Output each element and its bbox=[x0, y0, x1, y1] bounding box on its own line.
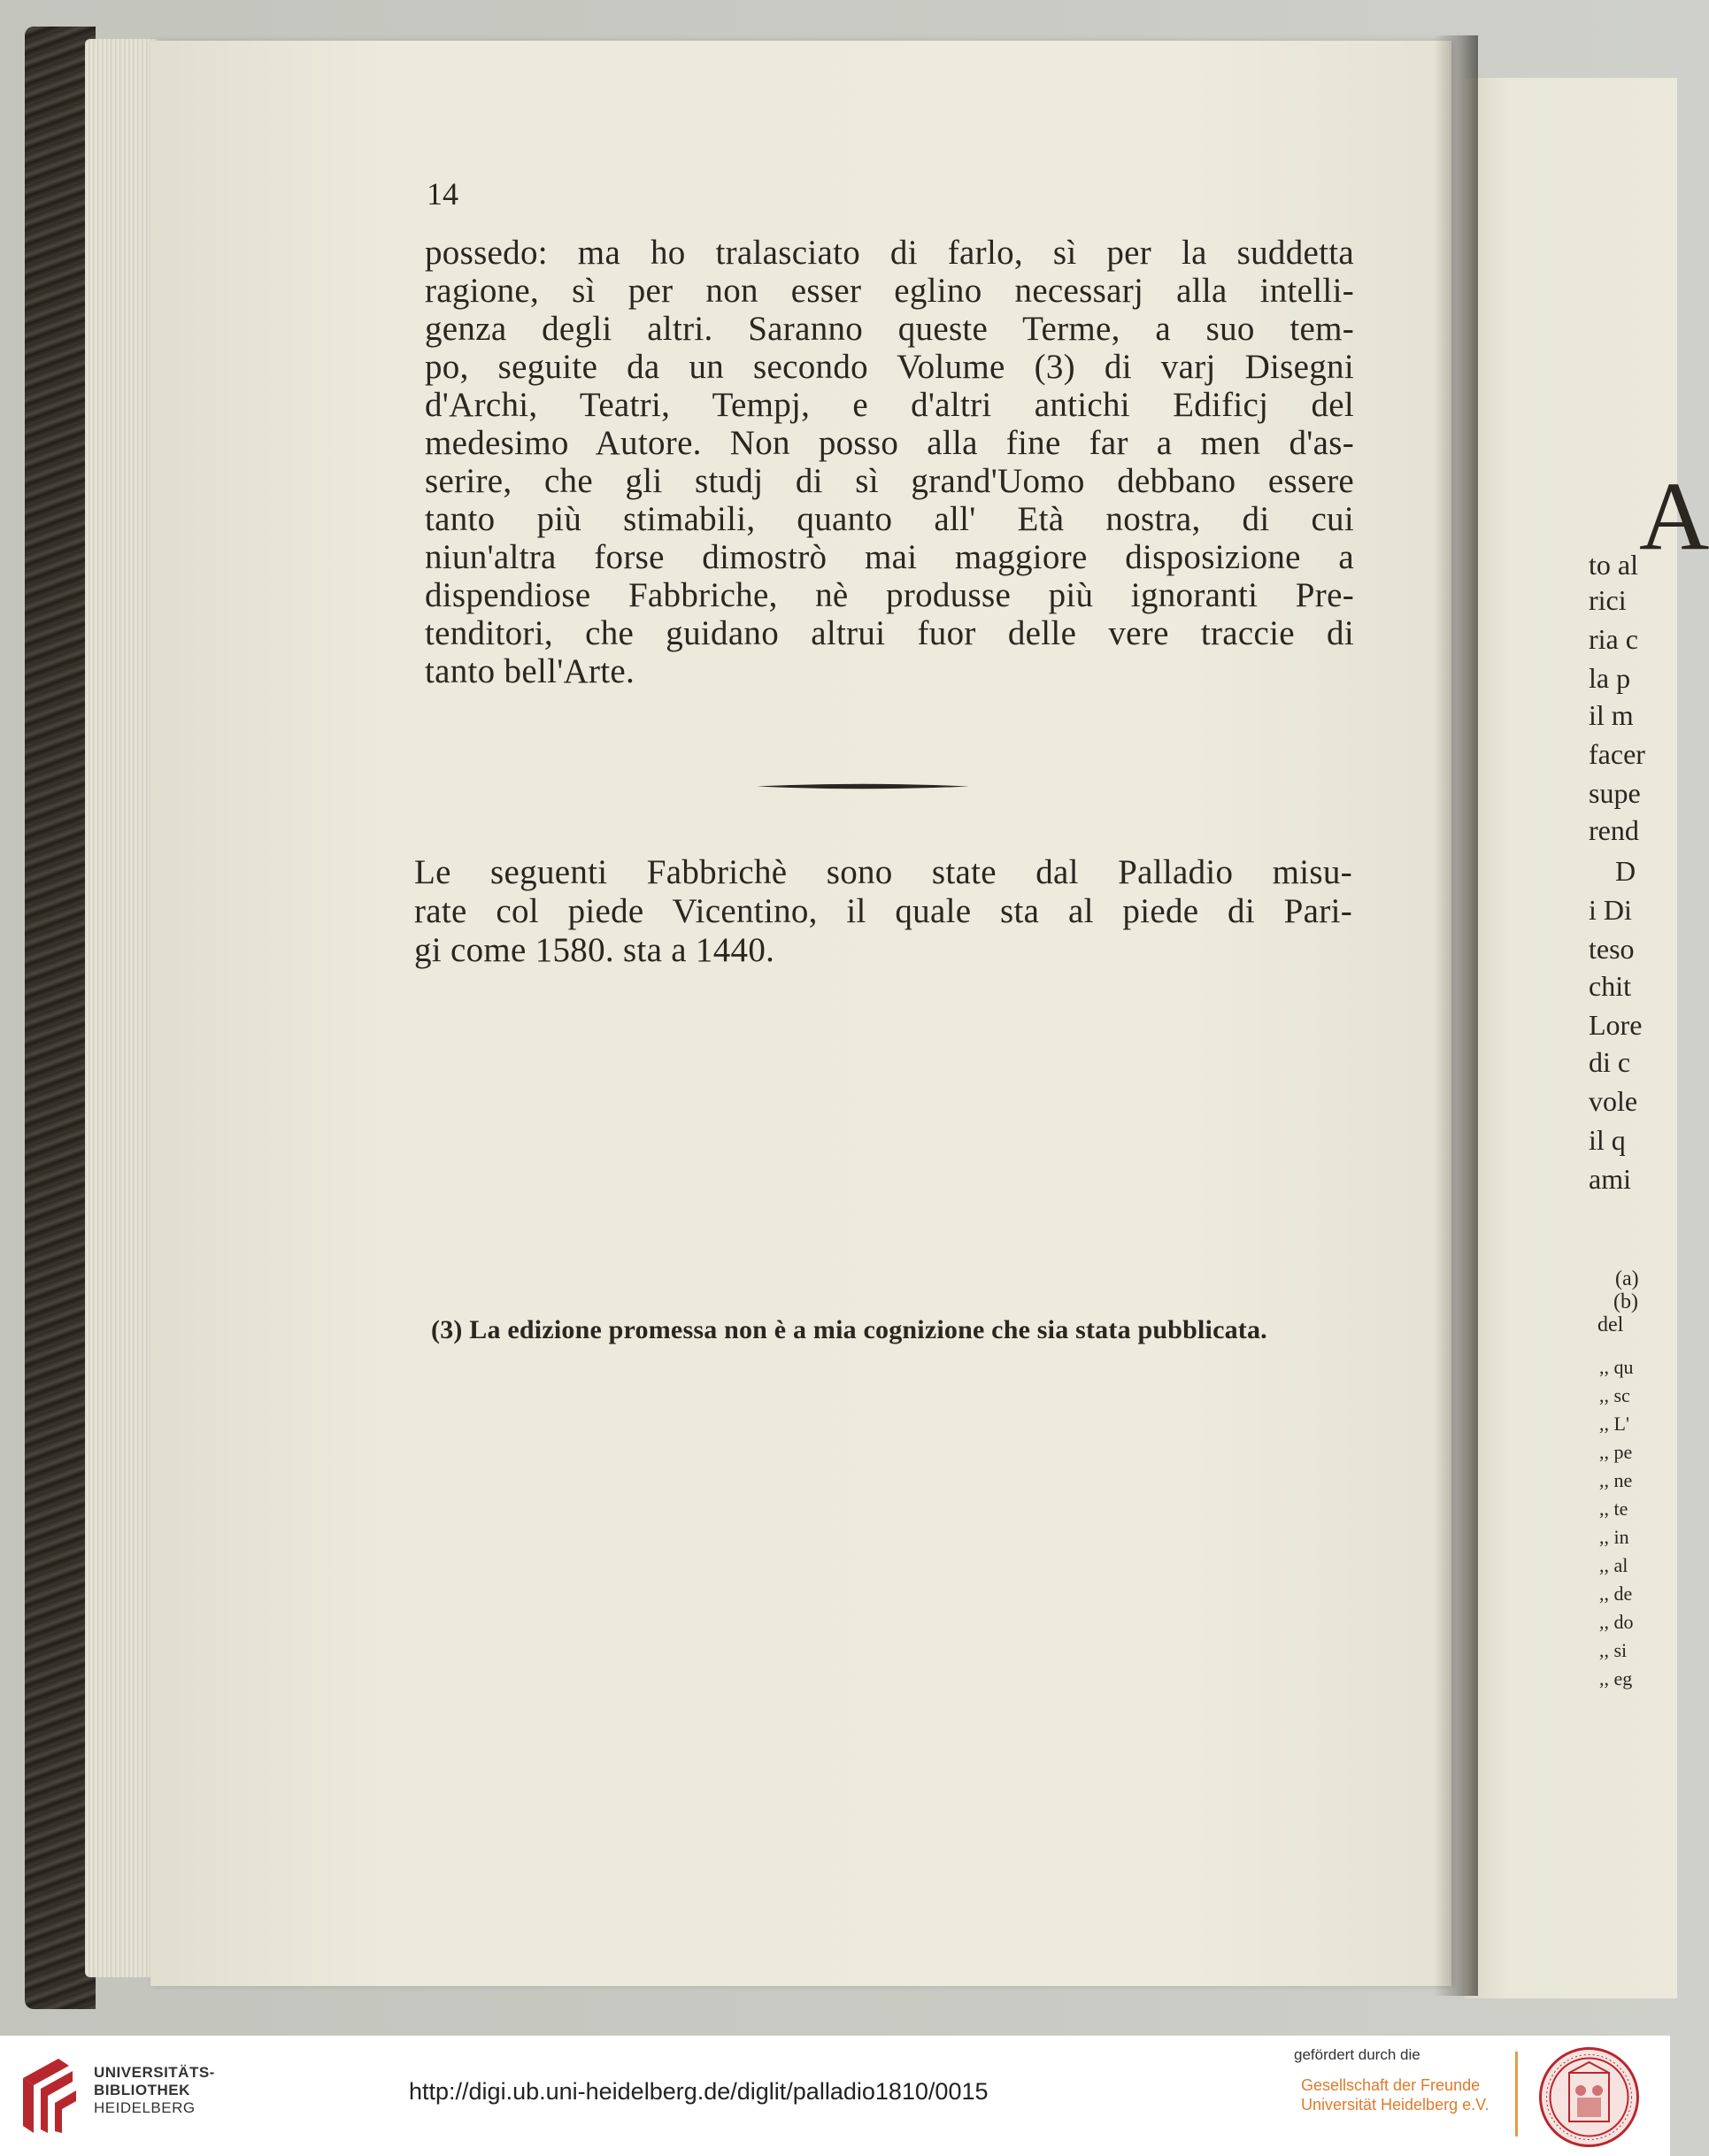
library-name-line: HEIDELBERG bbox=[94, 2099, 196, 2116]
main-text-line: tenditori, che guidano altrui fuor delle vere traccie di bbox=[425, 614, 1354, 652]
main-text-line: ragione, sì per non esser eglino necessarj alla intelli- bbox=[425, 272, 1354, 310]
measure-note-line: Le seguenti Fabbrichè sono state dal Palladio misu- bbox=[414, 853, 1352, 891]
measure-note-line: rate col piede Vicentino, il quale sta al piede di Pari- bbox=[414, 892, 1352, 930]
facing-line: ami bbox=[1589, 1163, 1631, 1195]
main-text-line: niun'altra forse dimostrò mai maggiore disposizione a bbox=[425, 538, 1354, 576]
facing-page-text bbox=[1589, 549, 1677, 1717]
main-text-line: po, seguite da un secondo Volume (3) di varj Disegni bbox=[425, 348, 1354, 386]
facing-line: il q bbox=[1589, 1124, 1626, 1156]
facing-line: ria c bbox=[1589, 623, 1638, 655]
main-text-line: medesimo Autore. Non posso alla fine far a men d'as- bbox=[425, 424, 1354, 462]
facing-line: D bbox=[1615, 855, 1636, 887]
facing-line: to al bbox=[1589, 549, 1638, 581]
facing-note-line: ,, qu bbox=[1599, 1356, 1634, 1378]
facing-line: di c bbox=[1589, 1046, 1631, 1078]
footnote: (3) La edizione promessa non è a mia cognizione che sia stata pubblicata. bbox=[431, 1315, 1267, 1344]
main-text-line: possedo: ma ho tralasciato di farlo, sì per la suddetta bbox=[425, 234, 1354, 272]
sponsor-name-line[interactable]: Universität Heidelberg e.V. bbox=[1301, 2096, 1490, 2114]
facing-note-line: ,, si bbox=[1599, 1639, 1628, 1661]
page-number: 14 bbox=[427, 176, 458, 212]
facing-line: rici bbox=[1589, 584, 1627, 616]
facing-note-line: ,, in bbox=[1599, 1526, 1629, 1548]
facing-line: il m bbox=[1589, 699, 1634, 731]
facing-note-line: del bbox=[1597, 1313, 1624, 1336]
main-text-block bbox=[425, 234, 1354, 690]
facing-line: facer bbox=[1589, 738, 1645, 770]
library-name-line: BIBLIOTHEK bbox=[94, 2082, 190, 2098]
footer-divider bbox=[1515, 2052, 1518, 2137]
page-edges bbox=[85, 39, 158, 1977]
main-text-line: tanto più stimabili, quanto all' Età nostra, di cui bbox=[425, 500, 1354, 538]
facing-line: vole bbox=[1589, 1085, 1638, 1117]
sponsor-name-line[interactable]: Gesellschaft der Freunde bbox=[1301, 2076, 1481, 2094]
main-text-line-last: tanto bell'Arte. bbox=[425, 652, 635, 690]
facing-note-line: (a) bbox=[1615, 1267, 1639, 1290]
book-gutter-shadow bbox=[1434, 35, 1478, 1996]
main-text-line: dispendiose Fabbriche, nè produsse più ignoranti Pre- bbox=[425, 576, 1354, 614]
facing-note-line: ,, eg bbox=[1599, 1667, 1633, 1690]
main-text-line: genza degli altri. Saranno queste Terme, a suo tem- bbox=[425, 310, 1354, 348]
facing-note-line: ,, al bbox=[1599, 1554, 1628, 1576]
facing-line: Lore bbox=[1589, 1009, 1643, 1041]
university-seal-icon bbox=[1538, 2046, 1640, 2148]
facing-line: rend bbox=[1589, 814, 1639, 846]
measure-note-line-last: gi come 1580. sta a 1440. bbox=[414, 931, 775, 969]
university-library-logo-icon[interactable] bbox=[14, 2052, 85, 2140]
main-text-line: serire, che gli studj di sì grand'Uomo debbano essere bbox=[425, 462, 1354, 500]
facing-page-initial: A bbox=[1639, 462, 1709, 570]
facing-note-line: ,, do bbox=[1599, 1611, 1634, 1633]
sponsor-label: gefördert durch die bbox=[1294, 2046, 1420, 2063]
facing-line: chit bbox=[1589, 970, 1631, 1002]
facing-note-line: ,, pe bbox=[1599, 1441, 1633, 1463]
facing-note-line: ,, sc bbox=[1599, 1384, 1630, 1406]
facing-line: teso bbox=[1589, 933, 1635, 965]
library-name-line: UNIVERSITÄTS- bbox=[94, 2064, 215, 2081]
facing-line: supe bbox=[1589, 777, 1641, 809]
facing-note-line: (b) bbox=[1613, 1290, 1638, 1313]
facing-line: la p bbox=[1589, 662, 1631, 694]
measure-note-block bbox=[414, 853, 1352, 970]
facing-line: i Di bbox=[1589, 894, 1632, 926]
main-text-line: d'Archi, Teatri, Tempj, e d'altri antichi Edificj del bbox=[425, 386, 1354, 424]
facing-note-line: ,, te bbox=[1599, 1498, 1628, 1520]
facing-note-line: ,, L' bbox=[1599, 1413, 1629, 1435]
page-url-link[interactable]: http://digi.ub.uni-heidelberg.de/diglit/palladio1810/0015 bbox=[409, 2078, 989, 2105]
ornamental-rule bbox=[757, 782, 969, 790]
facing-note-line: ,, de bbox=[1599, 1582, 1633, 1605]
facing-note-line: ,, ne bbox=[1599, 1469, 1633, 1491]
